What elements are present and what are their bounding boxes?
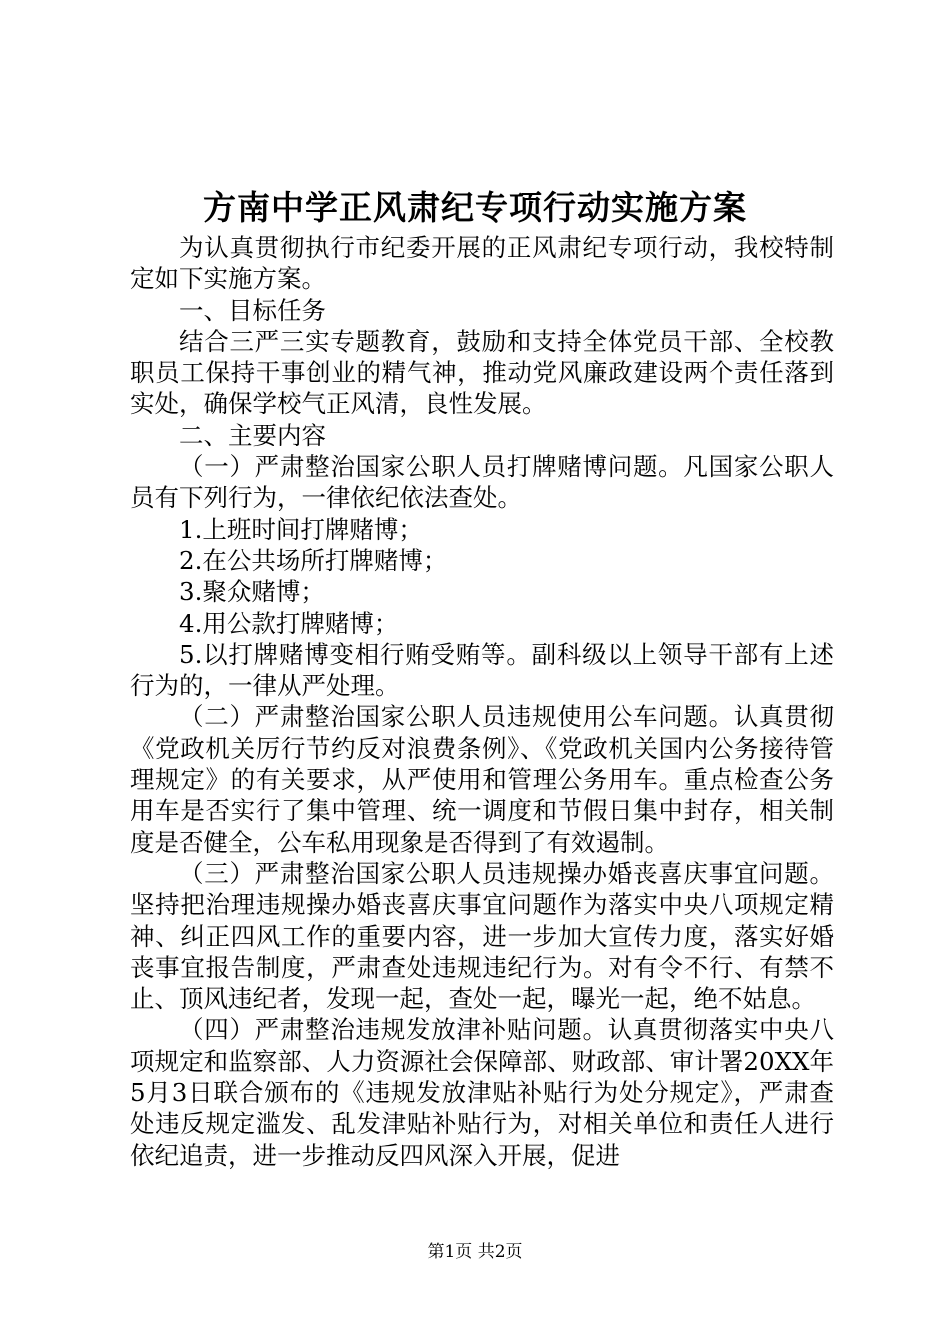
document-body [130, 232, 834, 1171]
item-one-paragraph: （一）严肃整治国家公职人员打牌赌博问题。凡国家公职人员有下列行为，一律依纪依法查处。 [130, 452, 834, 513]
item-two-paragraph: （二）严肃整治国家公职人员违规使用公车问题。认真贯彻《党政机关厉行节约反对浪费条例》、《党政机关国内公务接待管理规定》的有关要求，从严使用和管理公务用车。重点检查公务用车是否实行了集中管理、统一调度和节假日集中封存，相关制度是否健全，公车私用现象是否得到了有效遏制。 [130, 702, 834, 857]
list-item: 4.用公款打牌赌博； [179, 608, 399, 638]
list-item: 5.以打牌赌博变相行贿受贿等。副科级以上领导干部有上述行为的，一律从严处理。 [130, 639, 834, 701]
item-three-paragraph: （三）严肃整治国家公职人员违规操办婚丧喜庆事宜问题。坚持把治理违规操办婚丧喜庆事宜问题作为落实中央八项规定精神、纠正四风工作的重要内容，进一步加大宣传力度，落实好婚丧事宜报告制度，严肃查处违规违纪行为。对有令不行、有禁不止、顶风违纪者，发现一起，查处一起，曝光一起，绝不姑息。 [130, 858, 834, 1014]
intro-paragraph: 为认真贯彻执行市纪委开展的正风肃纪专项行动，我校特制定如下实施方案。 [130, 233, 834, 294]
section-heading-goals: 一、目标任务 [179, 295, 326, 325]
list-item: 3.聚众赌博； [179, 577, 325, 607]
item-four-paragraph: （四）严肃整治违规发放津补贴问题。认真贯彻落实中央八项规定和监察部、人力资源社会保障部、财政部、审计署20XX年5月3日联合颁布的《违规发放津贴补贴行为处分规定》，严肃查处违反规定滥发、乱发津贴补贴行为，对相关单位和责任人进行依纪追责，进一步推动反四风深入开展，促进 [130, 1015, 834, 1170]
list-item: 1.上班时间打牌赌博； [179, 514, 423, 544]
list-item: 2.在公共场所打牌赌博； [179, 545, 448, 575]
goals-paragraph: 结合三严三实专题教育，鼓励和支持全体党员干部、全校教职员工保持干事创业的精气神，推动党风廉政建设两个责任落到实处，确保学校气正风清，良性发展。 [130, 326, 834, 419]
page-number: 第1页 共2页 [427, 1242, 523, 1262]
document-title: 方南中学正风肃纪专项行动实施方案 [203, 188, 747, 227]
section-heading-content: 二、主要内容 [179, 420, 326, 450]
